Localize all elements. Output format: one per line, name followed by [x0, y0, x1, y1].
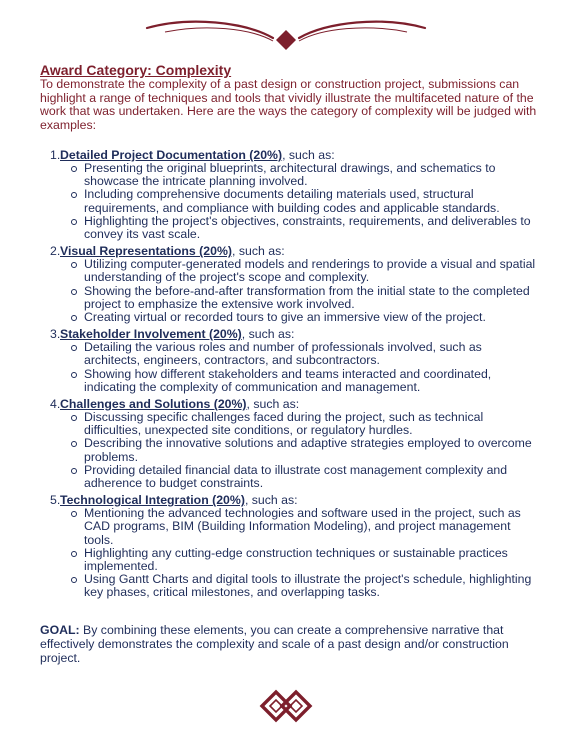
- sub-list-item: Providing detailed financial data to illustrate cost management complexity and adherence to budget constraints.: [70, 464, 540, 490]
- list-item-title: Technological Integration (20%): [60, 493, 245, 508]
- list-item-suffix: , such as:: [246, 397, 300, 412]
- sub-list-item: Highlighting the project's objectives, constraints, requirements, and deliverables to convey its vast scale.: [70, 215, 540, 241]
- sub-list-item: Showing how different stakeholders and teams interacted and coordinated, indicating the complexity of communication and management.: [70, 368, 540, 394]
- list-item-heading: [50, 493, 540, 507]
- list-item-suffix: , such as:: [241, 327, 295, 342]
- list-item-title: Detailed Project Documentation (20%): [60, 148, 283, 162]
- interlaced-diamond-logo-icon: [258, 686, 314, 726]
- sub-list: [50, 258, 540, 324]
- list-item-suffix: , such as:: [232, 244, 285, 259]
- sub-list-item: Utilizing computer-generated models and renderings to provide a visual and spatial understanding of the project's scope and complexity.: [70, 258, 540, 284]
- flourish-ornament-icon: [145, 14, 427, 54]
- list-item-number: 4.: [50, 397, 61, 412]
- goal-text: By combining these elements, you can create a comprehensive narrative that effectively demonstrates the complexity and scale of a past design and/or construction project.: [40, 623, 509, 665]
- list-item-suffix: , such as:: [244, 493, 298, 508]
- list-item-heading: [50, 327, 540, 341]
- sub-list-item: Including comprehensive documents detailing materials used, structural requirements, and compliance with building codes and applicable standards.: [70, 188, 540, 214]
- sub-list-item: Mentioning the advanced technologies and software used in the project, such as CAD programs, BIM (Building Information Modeling), and project management tools.: [70, 507, 540, 547]
- sub-list: [50, 341, 540, 394]
- sub-list-item: Discussing specific challenges faced during the project, such as technical difficulties, unexpected site conditions, or regulatory hurdles.: [70, 411, 540, 437]
- intro-paragraph: To demonstrate the complexity of a past design or construction project, submissions can highlight a range of techniques and tools that vividly illustrate the multifaceted nature of the work that was undertaken. Here are the ways the category of complexity will be judged with examples:: [40, 77, 537, 132]
- list-item: [50, 327, 540, 394]
- list-item-number: 1.: [50, 148, 61, 162]
- sub-list-item: Describing the innovative solutions and adaptive strategies employed to overcome problems.: [70, 437, 540, 463]
- page-title: Award Category: Complexity: [40, 62, 232, 78]
- goal-label: GOAL:: [40, 623, 80, 637]
- list-item: [50, 493, 540, 599]
- list-item-number: 3.: [50, 327, 61, 342]
- criteria-list: [50, 148, 540, 603]
- goal-paragraph: [40, 623, 540, 665]
- sub-list-item: Detailing the various roles and number of professionals involved, such as architects, engineers, contractors, and subcontractors.: [70, 341, 540, 367]
- list-item-heading: [50, 148, 540, 162]
- sub-list-item: Using Gantt Charts and digital tools to illustrate the project's schedule, highlighting key phases, critical milestones, and overlapping tasks.: [70, 573, 540, 599]
- list-item: [50, 397, 540, 490]
- list-item-heading: [50, 397, 540, 411]
- list-item: [50, 148, 540, 241]
- sub-list: [50, 507, 540, 599]
- sub-list-item: Creating virtual or recorded tours to give an immersive view of the project.: [70, 311, 540, 324]
- sub-list-item: Showing the before-and-after transformation from the initial state to the completed project to emphasize the extensive work involved.: [70, 285, 540, 311]
- sub-list: [50, 162, 540, 241]
- list-item-suffix: , such as:: [282, 148, 335, 162]
- list-item: [50, 244, 540, 324]
- list-item-heading: [50, 244, 540, 258]
- list-item-title: Visual Representations (20%): [60, 244, 232, 259]
- list-item-title: Challenges and Solutions (20%): [60, 397, 247, 412]
- sub-list-item: Highlighting any cutting-edge construction techniques or sustainable practices implemented.: [70, 547, 540, 573]
- sub-list-item: Presenting the original blueprints, architectural drawings, and schematics to showcase the intricate planning involved.: [70, 162, 540, 188]
- list-item-number: 5.: [50, 493, 61, 508]
- sub-list: [50, 411, 540, 490]
- list-item-title: Stakeholder Involvement (20%): [60, 327, 242, 342]
- list-item-number: 2.: [50, 244, 61, 259]
